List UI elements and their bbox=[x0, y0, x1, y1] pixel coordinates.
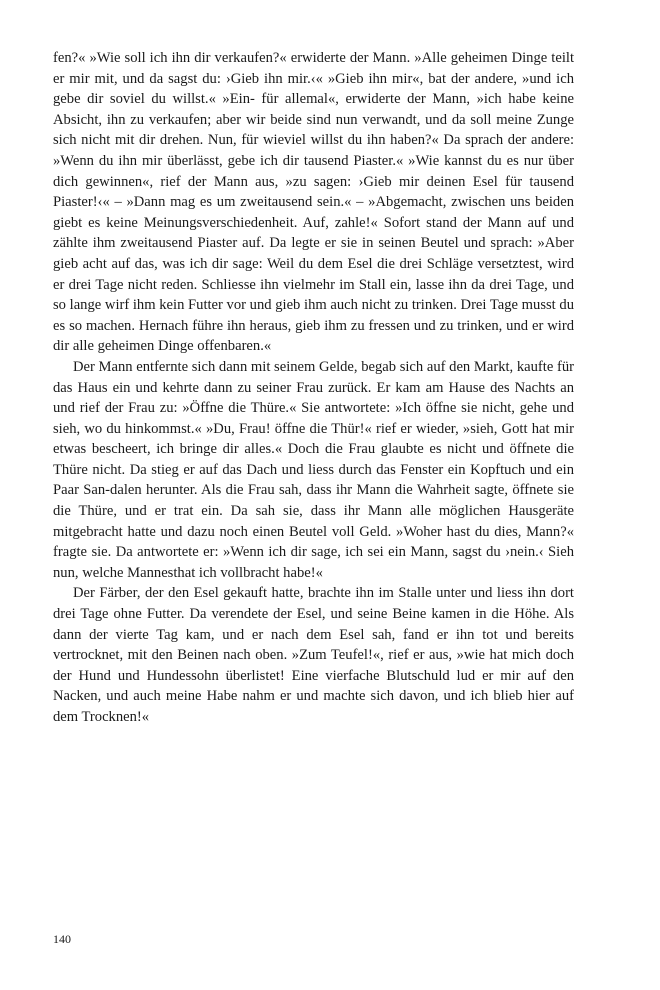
paragraph-continued: fen?« »Wie soll ich ihn dir verkaufen?« erwiderte der Mann. »Alle geheimen Dinge teilt er mir mit, und da sagst du: ›Gieb ihn mir.‹« »Gieb ihn mir«, bat der andere, »und ich gebe dir soviel du willst.« »Ein- für allemal«, erwiderte der Mann, »ich habe keine Absicht, ihn zu verkaufen; aber wir beide sind nun verwandt, und da soll meine Zunge sich nicht mit dir drehen. Nun, für wieviel willst du ihn haben?« Da sprach der andere: »Wenn du ihn mir überlässt, gebe ich dir tausend Piaster.« »Wie kannst du es nur über dich gewinnen«, rief der Mann aus, »zu sagen: ›Gieb mir deinen Esel für tausend Piaster!‹« – »Dann mag es um zweitausend sein.« – »Abgemacht, zwischen uns beiden giebt es keine Meinungsverschiedenheit. Auf, zahle!« Sofort stand der Mann auf und zählte ihm zweitausend Piaster auf. Da legte er sie in seinen Beutel und sprach: »Aber gieb acht auf das, was ich dir sage: Weil du dem Esel die drei Schläge versetztest, wird er drei Tage nicht reden. Schliesse ihn vielmehr im Stall ein, lasse ihn da drei Tage, und so lange wirf ihm kein Futter vor und gieb ihm auch nicht zu trinken. Drei Tage musst du es so machen. Hernach führe ihn heraus, gieb ihm zu fressen und zu trinken, und er wird dir alle geheimen Dinge offenbaren.« bbox=[53, 50, 574, 355]
body-text bbox=[53, 48, 574, 728]
paragraph: Der Färber, der den Esel gekauft hatte, brachte ihn im Stalle unter und liess ihn dort drei Tage ohne Futter. Da verendete der Esel, und seine Beine kamen in die Höhe. Als dann der vierte Tag kam, und er nach dem Esel sah, fand er ihn tot und bereits vertrocknet, mit den Beinen nach oben. »Zum Teufel!«, rief er aus, »wie hat mich doch der Hund und Hundessohn überlistet! Eine vierfache Blutschuld lud er mir auf den Nacken, und auch meine Habe nahm er und machte sich davon, und ich blieb hier auf dem Trocknen!« bbox=[53, 585, 574, 725]
page-number: 140 bbox=[53, 932, 71, 946]
paragraph: Der Mann entfernte sich dann mit seinem Gelde, begab sich auf den Markt, kaufte für das Haus ein und kehrte dann zu seiner Frau zurück. Er kam am Hause des Nachts an und rief der Frau zu: »Öffne die Thüre.« Sie antwortete: »Ich öffne sie nicht, gehe und sieh, wo du hinkommst.« »Du, Frau! öffne die Thür!« rief er wieder, »sieh, Gott hat mir etwas bescheert, ich bringe dir alles.« Doch die Frau glaubte es nicht und öffnete die Thüre nicht. Da stieg er auf das Dach und liess durch das Fenster ein Kopftuch und ein Paar San-dalen herunter. Als die Frau sah, dass ihr Mann die Wahrheit sagte, öffnete sie die Thüre, und er trat ein. Da sah sie, dass ihr Mann alle möglichen Hausgeräte mitgebracht hatte und dazu noch einen Beutel voll Geld. »Woher hast du dies, Mann?« fragte sie. Da antwortete er: »Wenn ich dir sage, ich sei ein Mann, sagst du ›nein.‹ Sieh nun, welche Mannesthat ich vollbracht habe!« bbox=[53, 358, 574, 581]
